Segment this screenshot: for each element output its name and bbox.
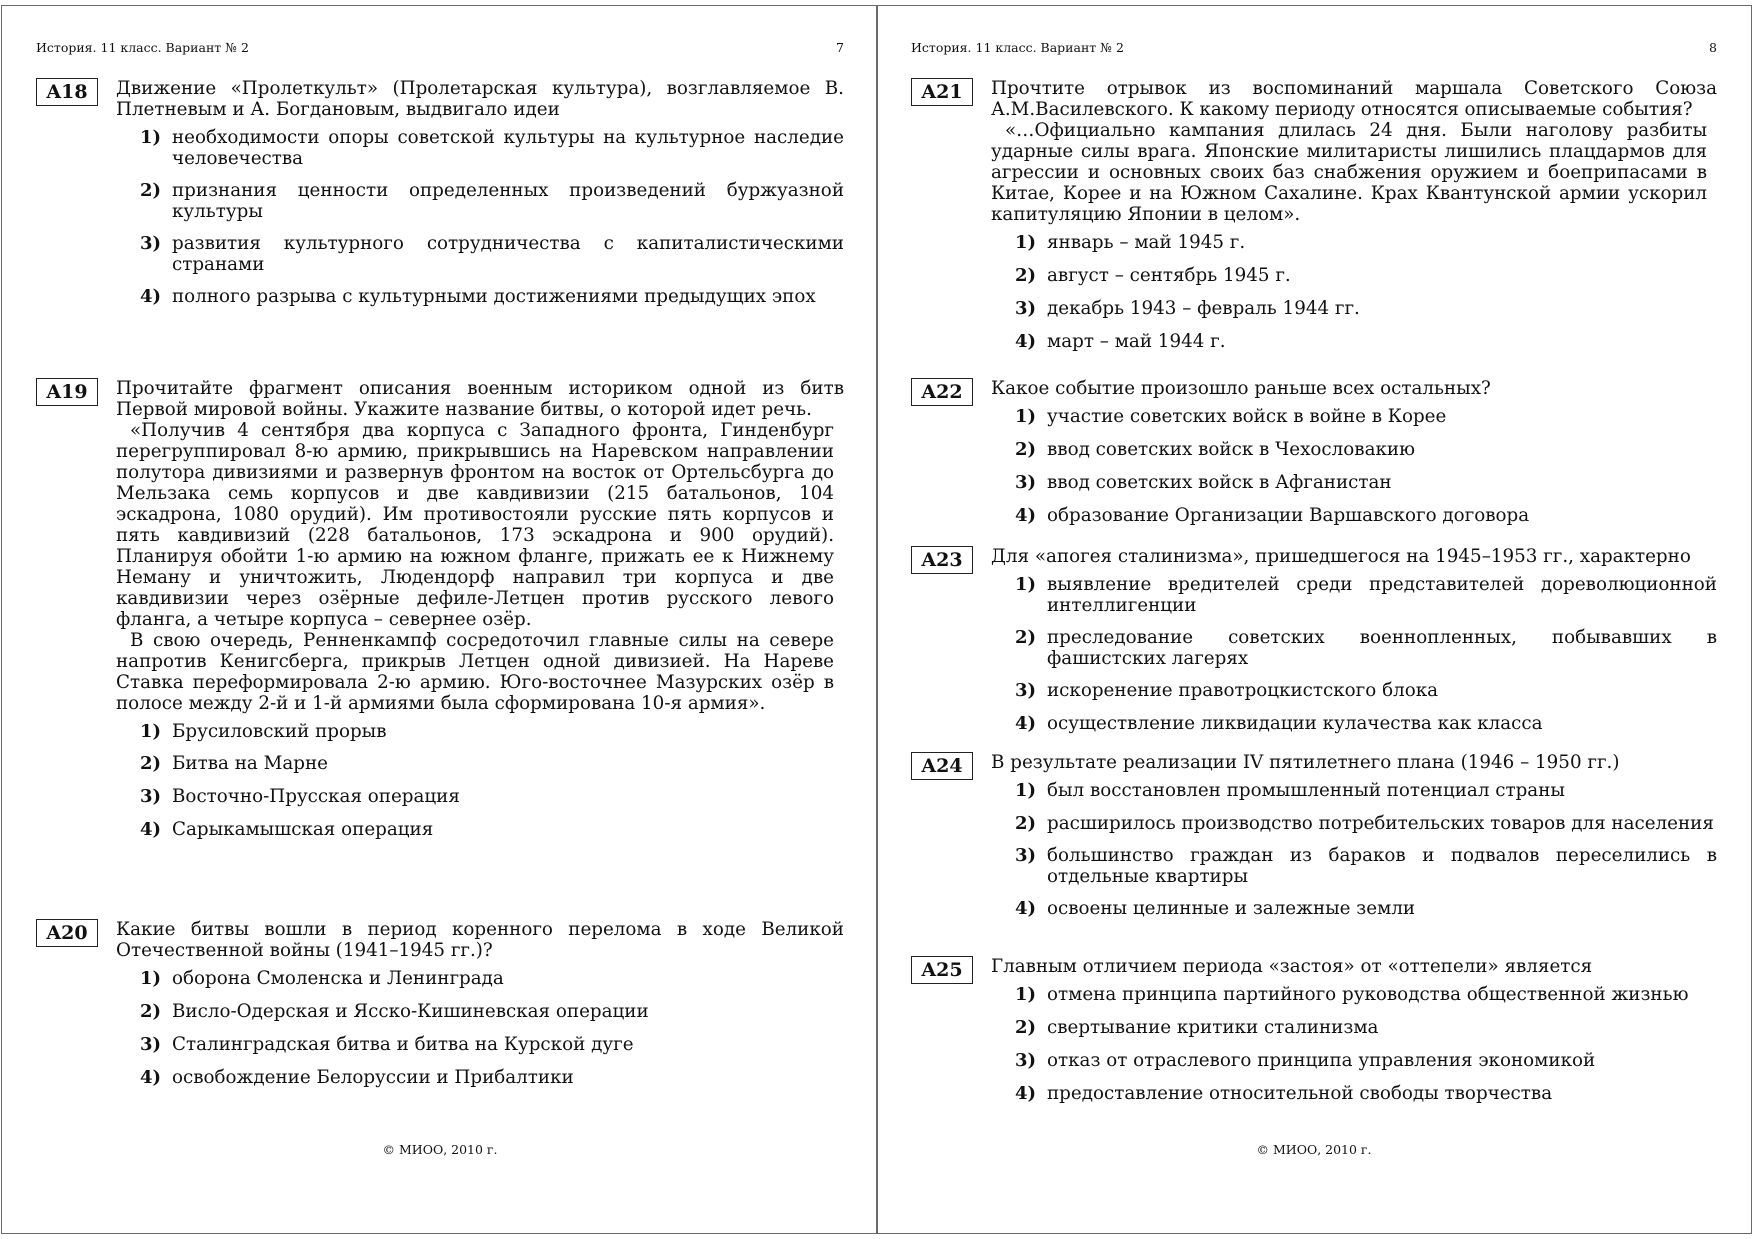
answer-option[interactable] bbox=[1015, 439, 1717, 460]
option-text: полного разрыва с культурными достижениями предыдущих эпох bbox=[172, 286, 816, 307]
answer-option[interactable] bbox=[1015, 406, 1717, 427]
option-text: был восстановлен промышленный потенциал страны bbox=[1047, 780, 1565, 801]
option-text: декабрь 1943 – февраль 1944 гг. bbox=[1047, 298, 1360, 319]
question-text: Для «апогея сталинизма», пришедшегося на 1945–1953 гг., характерно bbox=[991, 546, 1691, 567]
option-text: участие советских войск в войне в Корее bbox=[1047, 406, 1447, 427]
option-text: признания ценности определенных произведений буржуазной культуры bbox=[172, 180, 844, 222]
answer-options bbox=[140, 127, 844, 307]
option-number: 1) bbox=[140, 968, 162, 989]
page-footer: © МИОО, 2010 г. bbox=[1256, 1142, 1372, 1157]
quoted-passage-continued: В свою очередь, Ренненкампф сосредоточил главные силы на севере напротив Кенигсберга, прикрыв Летцен одной дивизией. На Нареве Ставка переформировала 2-ю армию. Юго-восточнее Мазурских озёр в полосе между 2-й и 1-й армиями была сформирована 10-я армия». bbox=[116, 630, 834, 714]
option-number: 4) bbox=[140, 819, 162, 840]
question-text: Какое событие произошло раньше всех остальных? bbox=[991, 378, 1491, 399]
answer-option[interactable] bbox=[140, 753, 844, 774]
question-a24 bbox=[911, 752, 1717, 930]
answer-option[interactable] bbox=[1015, 472, 1717, 493]
answer-option[interactable] bbox=[1015, 1083, 1717, 1104]
option-text: свертывание критики сталинизма bbox=[1047, 1017, 1379, 1038]
answer-option[interactable] bbox=[1015, 813, 1717, 834]
option-text: отмена принципа партийного руководства общественной жизнью bbox=[1047, 984, 1689, 1005]
option-number: 2) bbox=[140, 180, 162, 201]
answer-option[interactable] bbox=[1015, 1017, 1717, 1038]
question-text: Движение «Пролеткульт» (Пролетарская культура), возглавляемое В. Плетневым и А. Богдановым, выдвигало идеи bbox=[116, 78, 844, 120]
option-number: 2) bbox=[1015, 813, 1037, 834]
option-text: необходимости опоры советской культуры на культурное наследие человечества bbox=[172, 127, 844, 169]
question-a23 bbox=[911, 546, 1717, 745]
option-number: 3) bbox=[1015, 845, 1037, 866]
option-number: 3) bbox=[140, 233, 162, 254]
answer-option[interactable] bbox=[1015, 627, 1717, 669]
option-text: выявление вредителей среди представителей дореволюционной интеллигенции bbox=[1047, 574, 1717, 616]
answer-options bbox=[140, 968, 844, 1088]
answer-option[interactable] bbox=[140, 180, 844, 222]
option-number: 1) bbox=[1015, 984, 1037, 1005]
header-title: История. 11 класс. Вариант № 2 bbox=[911, 40, 1124, 55]
option-text: освоены целинные и залежные земли bbox=[1047, 898, 1416, 919]
answer-option[interactable] bbox=[140, 233, 844, 275]
option-number: 4) bbox=[140, 286, 162, 307]
option-number: 2) bbox=[140, 1001, 162, 1022]
option-text: Сарыкамышская операция bbox=[172, 819, 434, 840]
option-number: 2) bbox=[1015, 439, 1037, 460]
option-text: ввод советских войск в Афганистан bbox=[1047, 472, 1392, 493]
option-text: освобождение Белоруссии и Прибалтики bbox=[172, 1067, 574, 1088]
answer-option[interactable] bbox=[1015, 505, 1717, 526]
answer-option[interactable] bbox=[1015, 265, 1717, 286]
answer-option[interactable] bbox=[1015, 331, 1717, 352]
option-number: 4) bbox=[140, 1067, 162, 1088]
question-a18 bbox=[36, 78, 844, 318]
option-number: 1) bbox=[140, 127, 162, 148]
answer-option[interactable] bbox=[1015, 298, 1717, 319]
question-a22 bbox=[911, 378, 1717, 537]
option-number: 3) bbox=[140, 786, 162, 807]
option-text: искоренение правотроцкистского блока bbox=[1047, 680, 1439, 701]
option-number: 1) bbox=[1015, 232, 1037, 253]
option-text: январь – май 1945 г. bbox=[1047, 232, 1246, 253]
option-number: 3) bbox=[1015, 472, 1037, 493]
quoted-passage: «Получив 4 сентября два корпуса с Западного фронта, Гинденбург перегруппировал 8-ю армию, прикрывшись на Наревском направлении полутора дивизиями и развернув фронтом на восток от Ортельсбурга до Мельзака семь корпусов и две кавдивизии (215 батальонов, 104 эскадрона, 1080 орудий). Им противостояли русские пять корпусов и пять кавдивизий (228 батальонов, 173 эскадрона и 900 орудий). Планируя обойти 1-ю армию на южном фланге, прижать ее к Нижнему Неману и уничтожить, Людендорф направил три корпуса и две кавдивизии через озёрные дефиле-Летцен против русского левого фланга, а четыре корпуса – севернее озёр. bbox=[116, 420, 834, 630]
option-number: 4) bbox=[1015, 1083, 1037, 1104]
answer-option[interactable] bbox=[140, 1067, 844, 1088]
answer-option[interactable] bbox=[140, 1034, 844, 1055]
option-text: август – сентябрь 1945 г. bbox=[1047, 265, 1291, 286]
option-number: 3) bbox=[1015, 680, 1037, 701]
answer-option[interactable] bbox=[1015, 713, 1717, 734]
page-header bbox=[911, 40, 1717, 55]
option-text: преследование советских военнопленных, побывавших в фашистских лагерях bbox=[1047, 627, 1717, 669]
question-label: A24 bbox=[911, 752, 973, 780]
option-number: 2) bbox=[140, 753, 162, 774]
answer-option[interactable] bbox=[140, 819, 844, 840]
option-text: ввод советских войск в Чехословакию bbox=[1047, 439, 1415, 460]
page-left bbox=[36, 0, 844, 1239]
question-label: A25 bbox=[911, 956, 973, 984]
question-label: A21 bbox=[911, 78, 973, 106]
question-text: В результате реализации IV пятилетнего плана (1946 – 1950 гг.) bbox=[991, 752, 1620, 773]
question-text: Прочитайте фрагмент описания военным историком одной из битв Первой мировой войны. Укажите название битвы, о которой идет речь. bbox=[116, 378, 844, 420]
option-text: Восточно-Прусская операция bbox=[172, 786, 460, 807]
answer-option[interactable] bbox=[140, 968, 844, 989]
option-number: 2) bbox=[1015, 627, 1037, 648]
option-text: расширилось производство потребительских товаров для населения bbox=[1047, 813, 1714, 834]
answer-option[interactable] bbox=[1015, 680, 1717, 701]
page-footer: © МИОО, 2010 г. bbox=[382, 1142, 498, 1157]
option-number: 4) bbox=[1015, 505, 1037, 526]
option-number: 3) bbox=[140, 1034, 162, 1055]
question-label: A18 bbox=[36, 78, 98, 106]
answer-option[interactable] bbox=[1015, 1050, 1717, 1071]
option-number: 1) bbox=[1015, 406, 1037, 427]
option-number: 1) bbox=[140, 721, 162, 742]
question-text: Какие битвы вошли в период коренного перелома в ходе Великой Отечественной войны (1941–1945 гг.)? bbox=[116, 919, 844, 961]
question-text: Прочтите отрывок из воспоминаний маршала Советского Союза А.М.Василевского. К какому периоду относятся описываемые события? bbox=[991, 78, 1717, 120]
question-a21 bbox=[911, 78, 1717, 363]
option-text: предоставление относительной свободы творчества bbox=[1047, 1083, 1553, 1104]
answer-option[interactable] bbox=[1015, 232, 1717, 253]
answer-option[interactable] bbox=[140, 1001, 844, 1022]
option-text: развития культурного сотрудничества с капиталистическими странами bbox=[172, 233, 844, 275]
quoted-passage: «…Официально кампания длилась 24 дня. Были наголову разбиты ударные силы врага. Японские милитаристы лишились плацдармов для агрессии и основных своих баз снабжения оружием и боеприпасами в Китае, Корее и на Южном Сахалине. Крах Квантунской армии ускорил капитуляцию Японии в целом». bbox=[991, 120, 1707, 225]
answer-option[interactable] bbox=[1015, 780, 1717, 801]
answer-option[interactable] bbox=[140, 786, 844, 807]
option-text: Битва на Марне bbox=[172, 753, 328, 774]
option-text: большинство граждан из бараков и подвалов переселились в отдельные квартиры bbox=[1047, 845, 1717, 887]
answer-options bbox=[140, 721, 844, 840]
option-text: осуществление ликвидации кулачества как класса bbox=[1047, 713, 1543, 734]
option-text: отказ от отраслевого принципа управления экономикой bbox=[1047, 1050, 1596, 1071]
answer-options bbox=[1015, 984, 1717, 1104]
option-text: образование Организации Варшавского договора bbox=[1047, 505, 1530, 526]
page-right bbox=[911, 0, 1717, 1239]
answer-option[interactable] bbox=[1015, 984, 1717, 1005]
question-label: A22 bbox=[911, 378, 973, 406]
answer-option[interactable] bbox=[1015, 898, 1717, 919]
option-text: Висло-Одерская и Ясско-Кишиневская операции bbox=[172, 1001, 649, 1022]
page-number: 7 bbox=[836, 40, 844, 55]
option-text: март – май 1944 г. bbox=[1047, 331, 1226, 352]
option-number: 1) bbox=[1015, 574, 1037, 595]
option-number: 2) bbox=[1015, 265, 1037, 286]
page-divider bbox=[876, 5, 878, 1234]
option-number: 4) bbox=[1015, 898, 1037, 919]
option-text: Брусиловский прорыв bbox=[172, 721, 387, 742]
option-number: 2) bbox=[1015, 1017, 1037, 1038]
answer-options bbox=[1015, 780, 1717, 919]
answer-option[interactable] bbox=[140, 721, 844, 742]
option-number: 4) bbox=[1015, 713, 1037, 734]
question-label: A23 bbox=[911, 546, 973, 574]
answer-options bbox=[1015, 406, 1717, 526]
question-a19 bbox=[36, 378, 844, 851]
page-header bbox=[36, 40, 844, 55]
option-number: 4) bbox=[1015, 331, 1037, 352]
option-text: оборона Смоленска и Ленинграда bbox=[172, 968, 504, 989]
header-title: История. 11 класс. Вариант № 2 bbox=[36, 40, 249, 55]
answer-options bbox=[1015, 232, 1717, 352]
question-a20 bbox=[36, 919, 844, 1099]
answer-option[interactable] bbox=[1015, 574, 1717, 616]
page-number: 8 bbox=[1709, 40, 1717, 55]
answer-options bbox=[1015, 574, 1717, 734]
answer-option[interactable] bbox=[140, 286, 844, 307]
answer-option[interactable] bbox=[140, 127, 844, 169]
answer-option[interactable] bbox=[1015, 845, 1717, 887]
question-label: A19 bbox=[36, 378, 98, 406]
option-number: 1) bbox=[1015, 780, 1037, 801]
option-number: 3) bbox=[1015, 1050, 1037, 1071]
question-a25 bbox=[911, 956, 1717, 1115]
option-text: Сталинградская битва и битва на Курской дуге bbox=[172, 1034, 634, 1055]
question-text: Главным отличием периода «застоя» от «оттепели» является bbox=[991, 956, 1593, 977]
option-number: 3) bbox=[1015, 298, 1037, 319]
question-label: A20 bbox=[36, 919, 98, 947]
